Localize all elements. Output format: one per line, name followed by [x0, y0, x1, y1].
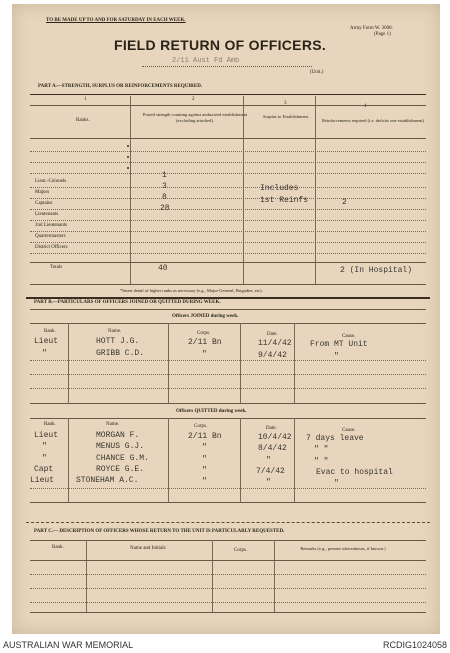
quitted-5-date: ": [266, 478, 271, 487]
joined-2-rank: ": [42, 349, 47, 358]
totals-bottom-line: [30, 284, 426, 285]
rank-quartermasters: Quartermasters: [35, 234, 66, 239]
quitted-1-rank: Lieut: [34, 431, 59, 440]
joined-2-date: 9/4/42: [258, 351, 287, 360]
posted-lt-colonels: 1: [162, 171, 167, 180]
joined-1-rank: Lieut: [34, 337, 59, 346]
row-line: [30, 187, 426, 188]
quitted-col-name: Name.: [106, 422, 120, 427]
joined-divider-2: [168, 323, 169, 403]
part-c-col-rank: Rank.: [52, 545, 64, 550]
quitted-5-cause: ": [334, 479, 339, 488]
quitted-1-date: 10/4/42: [258, 433, 292, 442]
posted-lieutenants: 28: [160, 204, 170, 213]
joined-divider-3: [240, 323, 241, 403]
unit-value: 2/11 Aust Fd Amb: [172, 57, 240, 65]
quitted-5-name: STONEHAM A.C.: [76, 476, 139, 485]
archive-name: AUSTRALIAN WAR MEMORIAL: [3, 640, 134, 650]
joined-2-corps: ": [202, 350, 207, 359]
part-c-col-remarks: Remarks (e.g., present whereabouts, if known.): [300, 546, 386, 551]
part-a-heading: PART A.—STRENGTH, SURPLUS OR REINFORCEMENTS REQUIRED.: [38, 84, 203, 89]
quitted-1-name: MORGAN F.: [96, 431, 140, 440]
totals-posted: 40: [158, 264, 168, 273]
row-line: [30, 602, 426, 603]
instruction-text: TO BE MADE UP TO AND FOR SATURDAY IN EACH WEEK.: [46, 18, 186, 23]
form-sheet: [12, 4, 440, 634]
joined-divider-1: [68, 323, 69, 403]
col-4-number: 4: [364, 104, 367, 109]
quitted-divider-1: [68, 418, 69, 502]
joined-1-corps: 2/11 Bn: [188, 338, 222, 347]
header-row-line: [30, 105, 426, 106]
row-line: [30, 388, 426, 389]
asterisk-dot: [127, 145, 129, 147]
part-c-sub-rule: [30, 540, 426, 541]
part-c-heading: PART C.— DESCRIPTION OF OFFICERS WHOSE RETURN TO THE UNIT IS PARTICULARLY REQUESTED.: [34, 529, 285, 534]
totals-label: Totals: [50, 265, 63, 270]
quitted-2-rank: ": [42, 442, 47, 451]
page-number: (Page 1): [374, 32, 391, 37]
quitted-bottom-line: [30, 502, 426, 503]
rank-district-officers: District Officers: [35, 245, 68, 250]
row-line: [30, 253, 426, 254]
joined-2-cause: ": [334, 352, 339, 361]
surplus-note-2: 1st Reinfs: [260, 196, 309, 205]
row-line: [30, 162, 426, 163]
part-c-rule: [26, 522, 430, 523]
reinf-value: 2: [342, 198, 347, 207]
quitted-4-rank: Capt: [34, 465, 54, 474]
form-number: Army Form W. 3008.: [350, 26, 393, 31]
part-c-col-name: Name and Initials: [130, 546, 166, 551]
joined-1-cause: From MT Unit: [310, 340, 368, 349]
col-divider-1: [130, 96, 131, 284]
quitted-1-cause: 7 days leave: [306, 434, 364, 443]
rank-captains: Captains: [35, 201, 53, 206]
row-line: [30, 360, 426, 361]
col-1-number: 1: [84, 97, 87, 102]
joined-bottom-line: [30, 403, 426, 404]
quitted-col-corps: Corps.: [194, 424, 208, 429]
row-line: [30, 173, 426, 174]
unit-label: (Unit.): [310, 70, 324, 75]
quitted-1-corps: 2/11 Bn: [188, 432, 222, 441]
row-line: [30, 574, 426, 575]
col-divider-2: [243, 96, 244, 284]
posted-captains: 8: [162, 193, 167, 202]
quitted-col-cause: Cause.: [342, 428, 356, 433]
joined-col-date: Date.: [267, 332, 278, 337]
unit-line: [142, 66, 312, 67]
part-c-col-corps: Corps.: [234, 548, 248, 553]
joined-col-cause: Cause.: [342, 334, 356, 339]
row-line: [30, 242, 426, 243]
quitted-divider-3: [240, 418, 241, 502]
quitted-4-name: ROYCE G.E.: [96, 465, 145, 474]
row-line: [30, 198, 426, 199]
col-posted-header: Posted strength counting against authorized establishment (excluding attached).: [142, 112, 248, 123]
totals-top-line: [30, 262, 426, 263]
totals-reinf: 2 (In Hospital): [340, 266, 413, 275]
joined-title: Officers JOINED during week.: [172, 314, 239, 319]
part-c-bottom-line: [30, 612, 426, 613]
quitted-3-rank: ": [42, 454, 47, 463]
row-line: [30, 488, 426, 489]
header-bottom-line: [30, 138, 426, 139]
col-2-number: 2: [192, 97, 195, 102]
quitted-col-rank: Rank.: [44, 422, 56, 427]
row-line: [30, 588, 426, 589]
part-b-heading: PART B.—PARTICULARS OF OFFICERS JOINED OR QUITTED DURING WEEK.: [34, 300, 221, 305]
row-line: [30, 151, 426, 152]
col-ranks-header: Ranks.: [76, 118, 90, 123]
joined-1-date: 11/4/42: [258, 339, 292, 348]
quitted-title-line: [30, 418, 426, 419]
col-3-number: 3: [284, 101, 287, 106]
part-b-sub-rule: [30, 309, 426, 310]
quitted-3-name: CHANCE G.M.: [96, 454, 149, 463]
footnote: *Insert detail of higher ranks as necessary (e.g., Major-General, Brigadier, etc).: [120, 288, 263, 293]
quitted-divider-4: [294, 418, 295, 502]
part-b-rule: [26, 297, 430, 299]
rank-lieutenants: Lieutenants: [35, 212, 59, 217]
row-line: [30, 231, 426, 232]
rank-2nd-lieutenants: 2nd Lieutenants: [35, 223, 68, 228]
quitted-title: Officers QUITTED during week.: [176, 409, 247, 414]
quitted-3-cause: " ": [314, 457, 329, 466]
quitted-4-date: 7/4/42: [256, 467, 285, 476]
archive-footer: [0, 636, 450, 653]
col-reinf-header: Reinforcements required (i.e. deficits one establishment): [321, 118, 425, 123]
quitted-4-corps: ": [202, 466, 207, 475]
rank-lt-colonels: Lieut.-Colonels: [35, 179, 67, 184]
row-line: [30, 209, 426, 210]
form-title: FIELD RETURN OF OFFICERS.: [114, 37, 327, 53]
part-c-header-line: [30, 560, 426, 561]
archive-id: RCDIG1024058: [382, 640, 447, 650]
quitted-divider-2: [168, 418, 169, 502]
quitted-2-date: 8/4/42: [258, 444, 287, 453]
quitted-3-date: ": [266, 456, 271, 465]
quitted-col-date: Date.: [266, 426, 277, 431]
quitted-5-rank: Lieut: [30, 476, 55, 485]
quitted-2-corps: ": [202, 443, 207, 452]
row-line: [30, 374, 426, 375]
joined-title-line: [30, 323, 426, 324]
joined-col-corps: Corps.: [197, 331, 211, 336]
joined-col-name: Name.: [108, 329, 122, 334]
posted-majors: 3: [162, 182, 167, 191]
col-surplus-header: Surplus to Establishment.: [262, 114, 310, 119]
rank-majors: Majors: [35, 190, 50, 195]
row-line: [30, 220, 426, 221]
surplus-note-1: Includes: [260, 184, 299, 193]
part-a-rule: [30, 94, 426, 95]
quitted-2-name: MENUS G.J.: [96, 442, 145, 451]
asterisk-dot: [127, 156, 129, 158]
quitted-3-corps: ": [202, 455, 207, 464]
joined-divider-4: [294, 323, 295, 403]
joined-col-rank: Rank.: [44, 329, 56, 334]
joined-1-name: HOTT J.G.: [96, 337, 140, 346]
quitted-2-cause: " ": [314, 445, 329, 454]
quitted-5-corps: ": [202, 477, 207, 486]
joined-2-name: GRIBB C.D.: [96, 349, 145, 358]
col-divider-3: [315, 96, 316, 284]
quitted-4-cause: Evac to hospital: [316, 468, 393, 477]
asterisk-dot: [127, 167, 129, 169]
